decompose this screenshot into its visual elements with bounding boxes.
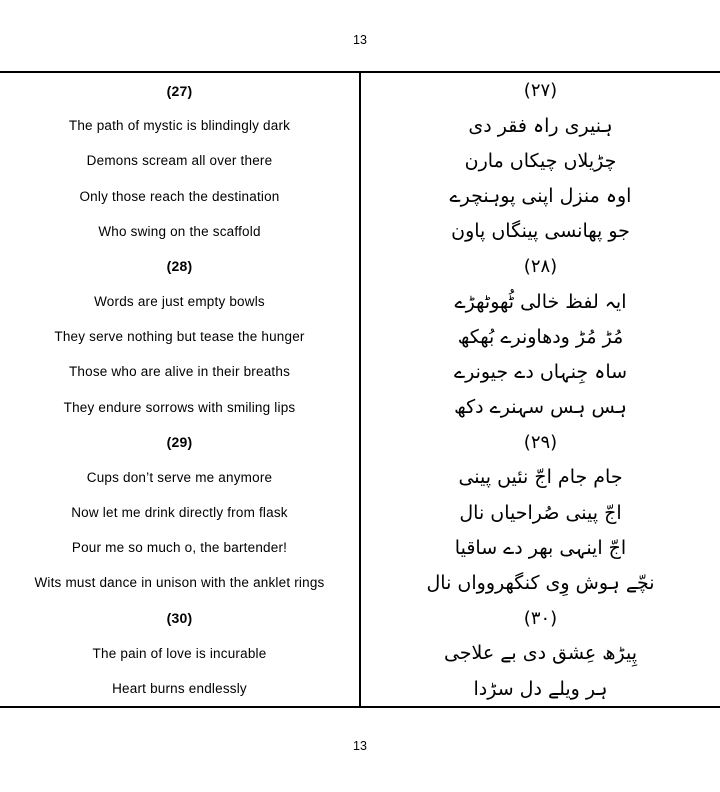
verse-line-ur: ہس ہس سہنرے دکھ xyxy=(454,396,627,419)
verse-line-ur: اجّ پینی صُراحیاں نال xyxy=(459,501,622,524)
poem-number-en: (27) xyxy=(166,82,193,99)
verse-line-ur: ہر ویلے دل سڑدا xyxy=(473,677,608,700)
footer-page-number: 13 xyxy=(353,739,367,753)
poem-table xyxy=(0,71,720,708)
verse-line-ur: جام جام اجّ نئیں پینی xyxy=(458,466,623,489)
poem-number-ur: (۳۰) xyxy=(523,607,558,629)
urdu-column xyxy=(361,73,720,706)
verse-line-en: The path of mystic is blindingly dark xyxy=(68,118,291,134)
verse-line-ur: پِیڑھ عِشق دی بے علاجی xyxy=(443,642,638,665)
verse-line-en: Heart burns endlessly xyxy=(112,681,247,696)
verse-line-en: Now let me drink directly from flask xyxy=(71,505,288,521)
verse-line-en: The pain of love is incurable xyxy=(92,645,267,661)
poem-number-en: (30) xyxy=(166,610,193,627)
verse-line-ur: ایہ لفظ خالی ٹُھوٹھڑے xyxy=(454,290,627,313)
verse-line-en: Those who are alive in their breaths xyxy=(68,364,291,380)
poem-number-en: (28) xyxy=(166,258,193,275)
verse-line-ur: اجّ اینہی بھر دے ساقیا xyxy=(454,536,627,559)
verse-line-en: Only those reach the destination xyxy=(79,188,280,204)
english-column xyxy=(0,73,361,706)
verse-line-ur: اوہ منزل اپنی پوہنچرے xyxy=(449,185,632,208)
verse-line-en: Who swing on the scaffold xyxy=(98,223,261,239)
verse-line-ur: ساہ جِنہاں دے جیونرے xyxy=(453,360,628,383)
verse-line-en: Demons scream all over there xyxy=(86,153,273,169)
header-page-number: 13 xyxy=(353,33,367,47)
verse-line-ur: چڑیلاں چیکاں مارن xyxy=(464,149,617,172)
verse-line-ur: مُڑ مُڑ ودھاونرے بُھکھ xyxy=(457,325,624,348)
poem-number-ur: (۲۷) xyxy=(523,80,558,102)
verse-line-en: Pour me so much o, the bartender! xyxy=(71,540,288,556)
verse-line-ur: نچّے ہوش وِی کنگھروواں نال xyxy=(426,571,655,594)
verse-line-en: Words are just empty bowls xyxy=(94,294,265,310)
verse-line-en: Cups don’t serve me anymore xyxy=(86,469,273,485)
poem-number-ur: (۲۹) xyxy=(523,431,558,453)
poem-number-en: (29) xyxy=(166,434,193,451)
verse-line-en: They serve nothing but tease the hunger xyxy=(54,329,305,345)
verse-line-ur: ہنیری راہ فقر دی xyxy=(468,114,613,137)
verse-line-en: Wits must dance in unison with the anklet rings xyxy=(34,575,325,591)
verse-line-ur: جو پھانسی پینگاں پاون xyxy=(451,220,630,243)
poem-number-ur: (۲۸) xyxy=(523,255,558,277)
verse-line-en: They endure sorrows with smiling lips xyxy=(63,399,296,415)
